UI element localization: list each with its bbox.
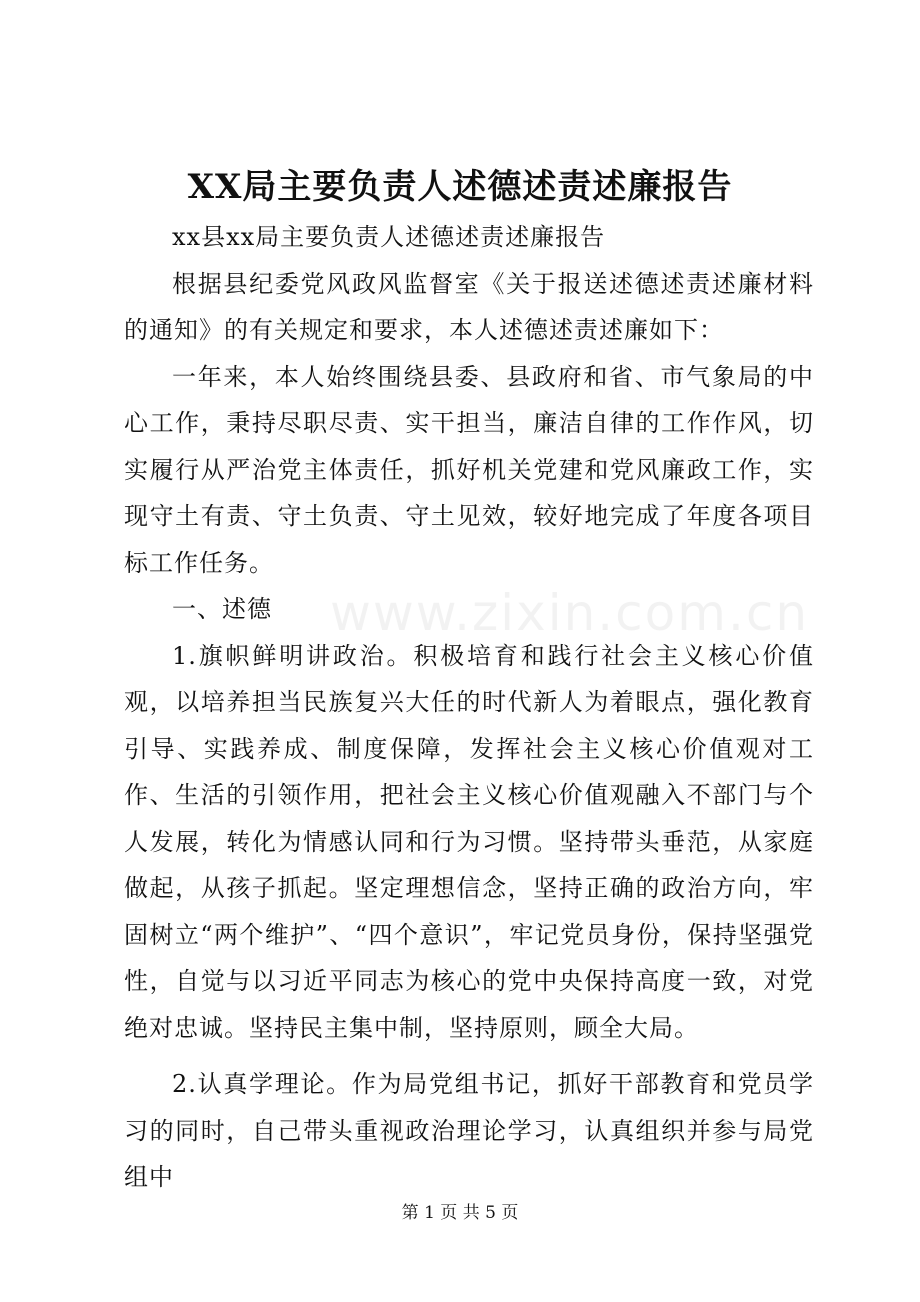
summary-paragraph: 一年来，本人始终围绕县委、县政府和省、市气象局的中心工作，秉持尽职尽责、实干担当，廉洁自律的工作作风，切实履行从严治党主体责任，抓好机关党建和党风廉政工作，实现守土有责、守土负责、守土见效，较好地完成了年度各项目标工作任务。 (124, 362, 814, 577)
body-paragraph: 1.旗帜鲜明讲政治。积极培育和践行社会主义核心价值观，以培养担当民族复兴大任的时代新人为着眼点，强化教育引导、实践养成、制度保障，发挥社会主义核心价值观对工作、生活的引领作用，把社会主义核心价值观融入不部门与个人发展，转化为情感认同和行为习惯。坚持带头垂范，从家庭做起，从孩子抓起。坚定理想信念，坚持正确的政治方向，牢固树立“两个维护”、“四个意识”，牢记党员身份，保持坚强党性，自觉与以习近平同志为核心的党中央保持高度一致，对党绝对忠诚。坚持民主集中制，坚持原则，顾全大局。 (124, 641, 814, 1042)
intro-paragraph: 根据县纪委党风政风监督室《关于报送述德述责述廉材料的通知》的有关规定和要求，本人述德述责述廉如下： (124, 269, 814, 344)
document-body (124, 214, 814, 1201)
subtitle-paragraph: xx县xx局主要负责人述德述责述廉报告 (172, 223, 606, 251)
section-heading: 一、述德 (172, 595, 272, 623)
page-footer: 第 1 页 共 5 页 (401, 1203, 519, 1223)
watermark: www.zixin.com.cn (330, 584, 810, 642)
document-title: XX局主要负责人述德述责述廉报告 (187, 167, 733, 207)
body-paragraph: 2.认真学理论。作为局党组书记，抓好干部教育和党员学习的同时，自己带头重视政治理论学习，认真组织并参与局党组中 (124, 1070, 814, 1191)
